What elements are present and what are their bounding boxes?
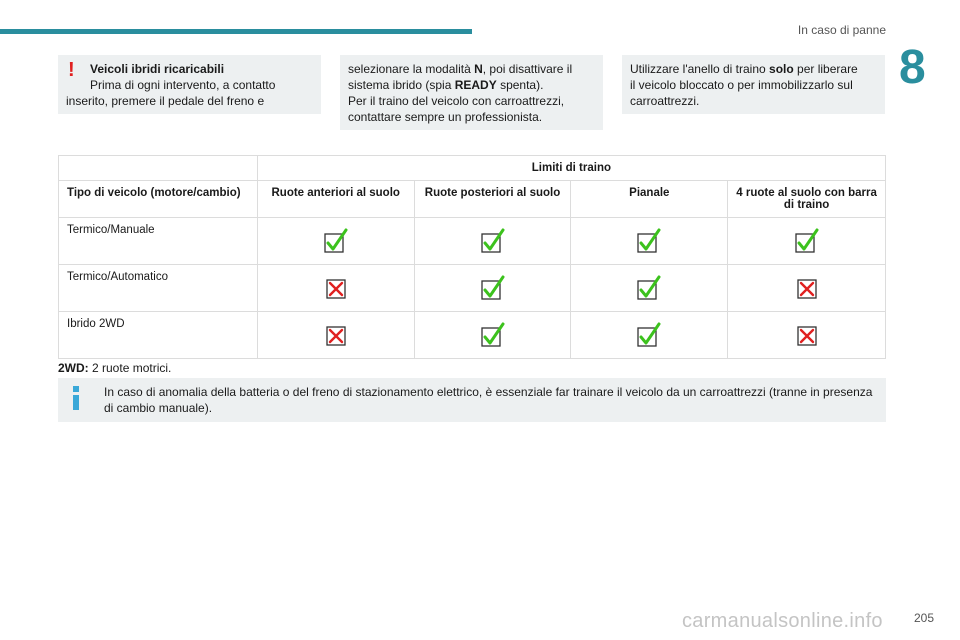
warning-exclamation-icon: !: [68, 59, 75, 81]
cell-mark: [257, 265, 414, 312]
cell-mark: [414, 312, 571, 359]
footnote-2wd: 2WD: 2 ruote motrici.: [58, 361, 172, 375]
cell-mark: [728, 265, 886, 312]
warning-box-continued: [340, 55, 603, 130]
table-row: [59, 218, 886, 265]
towing-ring-note: [622, 55, 885, 114]
row-label: Ibrido 2WD: [59, 312, 258, 359]
column-header-front-wheels: Ruote anteriori al suolo: [257, 181, 414, 218]
column-header-tow-bar: 4 ruote al suolo con barra di traino: [728, 181, 886, 218]
table-group-header: Limiti di traino: [257, 156, 885, 181]
check-icon: [323, 228, 349, 254]
check-icon: [794, 228, 820, 254]
text-line: Per il traino del veicolo con carroattrezzi,: [348, 94, 565, 108]
text-line: il veicolo bloccato o per immobilizzarlo sul: [630, 78, 853, 92]
text-line: selezionare la modalità N, poi disattivare il: [348, 62, 573, 76]
warning-box-hybrid: [58, 55, 321, 114]
header-accent-bar: [0, 29, 472, 34]
table-row: [59, 312, 886, 359]
check-icon: [636, 275, 662, 301]
row-label: Termico/Manuale: [59, 218, 258, 265]
check-icon: [636, 322, 662, 348]
cell-mark: [414, 265, 571, 312]
check-icon: [636, 228, 662, 254]
cell-mark: [728, 312, 886, 359]
column-header-rear-wheels: Ruote posteriori al suolo: [414, 181, 571, 218]
page-number: 205: [913, 611, 934, 625]
info-text: In caso di anomalia della batteria o del freno di stazionamento elettrico, è essenziale far trainare il veicolo da un carroattrezzi (tranne in presenza di cambio manuale).: [104, 385, 873, 415]
cell-mark: [257, 312, 414, 359]
cross-icon: [323, 322, 349, 348]
chapter-number: 8: [899, 41, 926, 94]
text-line: Utilizzare l'anello di traino solo per liberare: [630, 62, 858, 76]
warning-text-line: Prima di ogni intervento, a contatto: [90, 78, 276, 92]
section-title: In caso di panne: [797, 23, 886, 37]
warning-heading: Veicoli ibridi ricaricabili: [90, 62, 225, 76]
cell-mark: [414, 218, 571, 265]
watermark: carmanualsonline.info: [682, 610, 883, 632]
text-line: contattare sempre un professionista.: [348, 110, 543, 124]
row-label: Termico/Automatico: [59, 265, 258, 312]
check-icon: [480, 228, 506, 254]
text-line: sistema ibrido (spia READY spenta).: [348, 78, 544, 92]
table-row: [59, 265, 886, 312]
cell-mark: [571, 218, 728, 265]
text-line: carroattrezzi.: [630, 94, 700, 108]
cell-mark: [257, 218, 414, 265]
info-icon: [73, 386, 79, 410]
column-header-vehicle-type: Tipo di veicolo (motore/cambio): [59, 181, 258, 218]
column-header-flatbed: Pianale: [571, 181, 728, 218]
cross-icon: [794, 322, 820, 348]
cross-icon: [794, 275, 820, 301]
towing-limits-table: [58, 155, 886, 359]
table-corner-cell: [59, 156, 258, 181]
cell-mark: [728, 218, 886, 265]
cell-mark: [571, 312, 728, 359]
warning-text-line: inserito, premere il pedale del freno e: [66, 94, 265, 108]
cross-icon: [323, 275, 349, 301]
info-box: [58, 378, 886, 422]
check-icon: [480, 322, 506, 348]
check-icon: [480, 275, 506, 301]
cell-mark: [571, 265, 728, 312]
